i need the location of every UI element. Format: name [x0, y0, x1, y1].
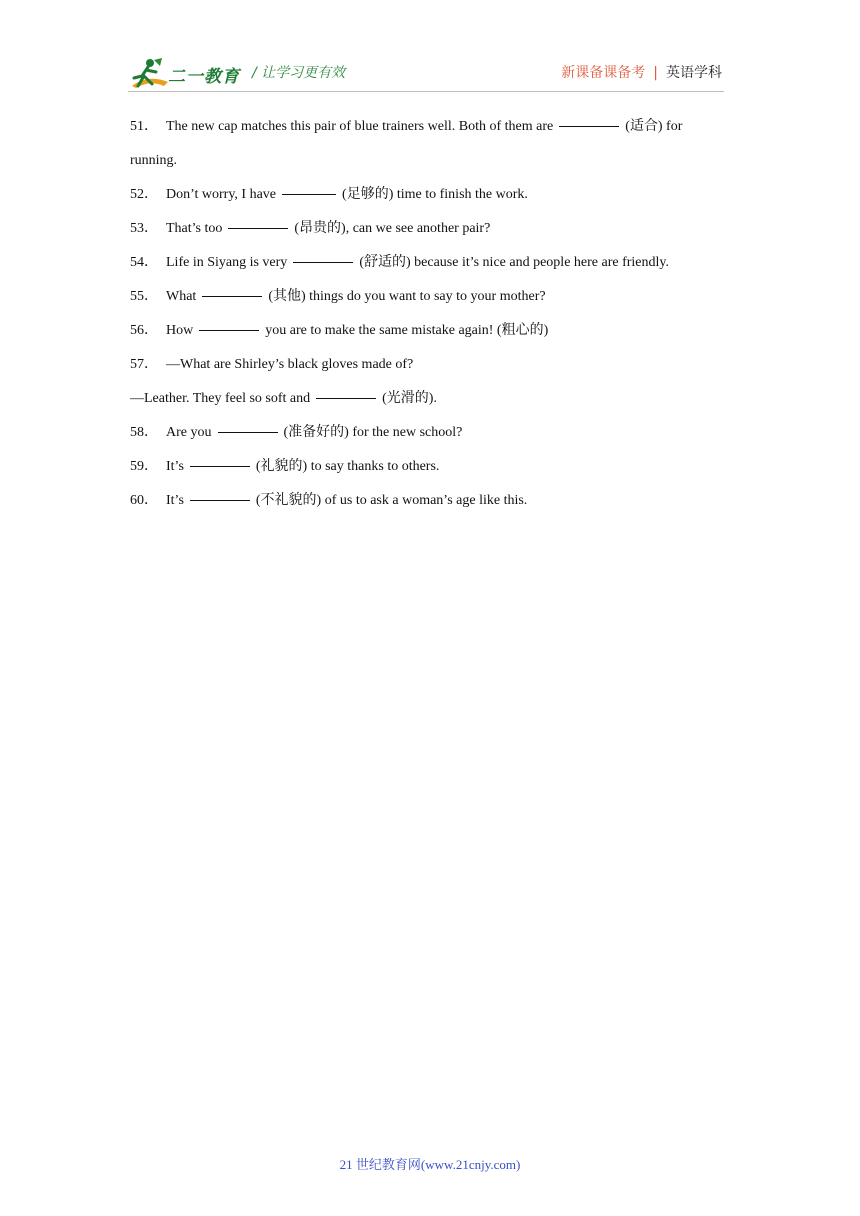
question-51: 51． The new cap matches this pair of blue trainers well. Both of them are (适合) for running.: [130, 119, 683, 168]
page-header: [0, 0, 860, 100]
question-57: 57． —What are Shirley’s black gloves made of?: [130, 357, 414, 372]
subject-label: 英语学科: [666, 65, 722, 81]
answer-blank[interactable]: [202, 295, 262, 297]
answer-blank[interactable]: [199, 329, 259, 331]
header-divider: [128, 91, 724, 92]
question-56: 56． How you are to make the same mistake again! (粗心的): [130, 323, 549, 338]
answer-blank[interactable]: [190, 465, 250, 467]
answer-blank[interactable]: [218, 431, 278, 433]
question-55: 55． What (其他) things do you want to say to your mother?: [130, 289, 546, 304]
answer-blank[interactable]: [228, 227, 288, 229]
question-52: 52． Don’t worry, I have (足够的) time to finish the work.: [130, 187, 528, 202]
question-57-answer: —Leather. They feel so soft and (光滑的).: [130, 391, 437, 406]
answer-blank[interactable]: [190, 499, 250, 501]
question-58: 58． Are you (准备好的) for the new school?: [130, 425, 463, 440]
question-60: 60． It’s (不礼貌的) of us to ask a woman’s age like this.: [130, 493, 528, 508]
question-53: 53． That’s too (昂贵的), can we see another pair?: [130, 221, 491, 236]
page-footer: 21 世纪教育网(www.21cnjy.com): [339, 1157, 521, 1172]
answer-blank[interactable]: [559, 125, 619, 127]
question-54: 54． Life in Siyang is very (舒适的) because it’s nice and people here are friendly.: [130, 255, 669, 270]
header-separator: |: [653, 65, 658, 81]
logo-text: 二一教育: [168, 67, 240, 87]
question-59: 59． It’s (礼貌的) to say thanks to others.: [130, 459, 440, 474]
course-label: 新课备课备考: [561, 65, 646, 81]
slogan: / 让学习更有效: [252, 65, 346, 81]
answer-blank[interactable]: [316, 397, 376, 399]
header-right: [561, 62, 722, 82]
question-list: [130, 110, 724, 518]
answer-blank[interactable]: [282, 193, 336, 195]
answer-blank[interactable]: [293, 261, 353, 263]
